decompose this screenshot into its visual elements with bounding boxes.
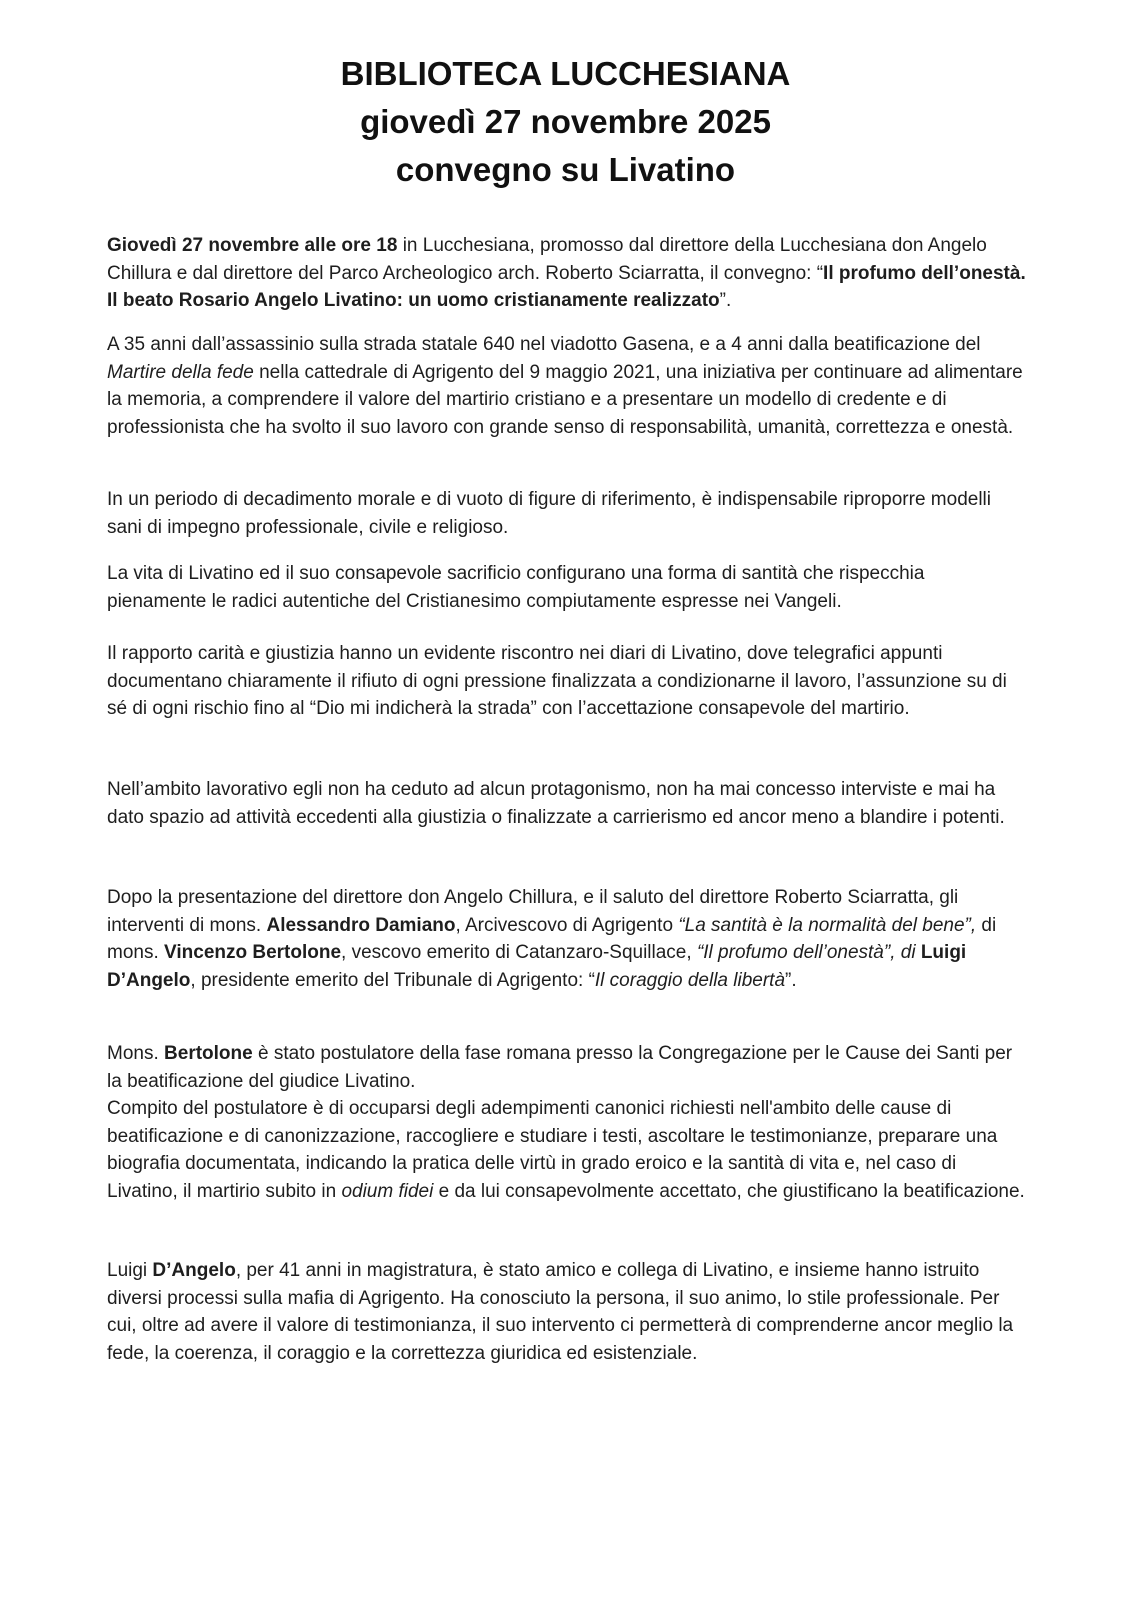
dangelo-text-1: Luigi [107, 1260, 153, 1281]
dangelo-surname: D’Angelo [152, 1260, 236, 1281]
title-line-subject: convegno su Livatino [395, 151, 736, 188]
speaker-dangelo: Luigi D’Angelo [107, 942, 967, 991]
event-datetime: Giovedì 27 novembre alle ore 18 [107, 235, 398, 256]
speakers-text-3: di mons. [107, 914, 997, 963]
speakers-text-4: , vescovo emerito di Catanzaro-Squillace, [341, 942, 697, 963]
anniversary-text-start: A 35 anni dall’assassinio sulla strada statale 640 nel viadotto Gasena, e a 4 anni dalla beatificazione del [107, 334, 981, 355]
paragraph-charity-justice [107, 640, 1027, 723]
moral-decline-text: In un periodo di decadimento morale e di vuoto di figure di riferimento, è indispensabile riproporre modelli sani di impegno professionale, civile e religioso. [107, 489, 991, 538]
speaker-damiano: Alessandro Damiano [266, 914, 456, 936]
anniversary-text-end: nella cattedrale di Agrigento del 9 maggio 2021, una iniziativa per continuare ad alimentare la memoria, a comprendere il valore del martirio cristiano e a presentare un modello di credente e di professionista che ha svolto il suo lavoro con grande senso di responsabilità, umanità, correttezza e onestà. [107, 361, 1023, 438]
paragraph-announcement [107, 232, 1027, 315]
postulator-text-1: Mons. [107, 1043, 165, 1064]
work-ethic-text: Nell’ambito lavorativo egli non ha ceduto ad alcun protagonismo, non ha mai concesso interviste e mai ha dato spazio ad attività eccedenti alla giustizia o finalizzate a carrierismo ed ancor meno a blandire i potenti. [107, 779, 1005, 828]
paragraph-speakers [107, 884, 1027, 994]
talk-title-bertolone: “Il profumo dell’onestà”, di [696, 942, 921, 963]
paragraph-work-ethic [107, 776, 1027, 831]
dangelo-text-2: , per 41 anni in magistratura, è stato amico e collega di Livatino, e insieme hanno istruito diversi processi sulla mafia di Agrigento. Ha conosciuto la persona, il suo animo, lo stile professionale. Per cui, oltre ad avere il valore di testimonianza, il suo intervento ci permetterà di comprenderne ancor meglio la fede, la coerenza, il coraggio e la correttezza giuridica ed esistenziale. [107, 1260, 1014, 1364]
announcement-end: ”. [719, 290, 732, 311]
speakers-text-6: ”. [785, 969, 797, 991]
speakers-text-5: , presidente emerito del Tribunale di Agrigento: “ [190, 969, 595, 991]
postulator-role-text-1: Compito del postulatore è di occuparsi degli adempimenti canonici richiesti nell'ambito delle cause di beatificazione e di canonizzazione, raccogliere e studiare i testi, ascoltare le testimonianze, preparare una biografia documentata, indicando la pratica delle virtù in grado eroico e la santità di vita e, nel caso di Livatino, il martirio subito in [107, 1098, 998, 1202]
postulator-name: Bertolone [164, 1043, 253, 1064]
conference-title: Il profumo dell’onestà. Il beato Rosario Angelo Livatino: un uomo cristianamente realizzato [107, 262, 1026, 311]
announcement-text: in Lucchesiana, promosso dal direttore della Lucchesiana don Angelo Chillura e dal direttore del Parco Archeologico arch. Roberto Sciarratta, il convegno: “ [107, 235, 987, 284]
charity-justice-text: Il rapporto carità e giustizia hanno un evidente riscontro nei diari di Livatino, dove telegrafici appunti documentano chiaramente il rifiuto di ogni pressione finalizzata a condizionarne il lavoro, l’assunzione su di sé di ogni rischio fino al “Dio mi indicherà la strada” con l’accettazione consapevole del martirio. [107, 643, 1007, 719]
talk-title-damiano: “La santità è la normalità del bene”, [678, 914, 977, 936]
title-line-date: giovedì 27 novembre 2025 [360, 103, 771, 140]
title-line-venue: BIBLIOTECA LUCCHESIANA [340, 55, 791, 92]
postulator-role-text-2: e da lui consapevolmente accettato, che giustificano la beatificazione. [433, 1180, 1025, 1202]
sanctity-text: La vita di Livatino ed il suo consapevole sacrificio configurano una forma di santità che rispecchia pienamente le radici autentiche del Cristianesimo compiutamente espresse nei Vangeli. [107, 563, 925, 612]
speakers-text-1: Dopo la presentazione del direttore don Angelo Chillura, e il saluto del direttore Roberto Sciarratta, gli interventi di mons. [107, 887, 959, 936]
speakers-text-2: , Arcivescovo di Agrigento [455, 914, 679, 936]
talk-title-dangelo: Il coraggio della libertà [594, 969, 786, 991]
document-title [0, 50, 1131, 194]
paragraph-anniversary [107, 331, 1027, 441]
postulator-text-2: è stato postulatore della fase romana presso la Congregazione per le Cause dei Santi per la beatificazione del giudice Livatino. [107, 1043, 1013, 1092]
odium-fidei: odium fidei [341, 1180, 434, 1202]
paragraph-dangelo [107, 1257, 1027, 1367]
paragraph-moral-decline [107, 486, 1027, 541]
speaker-bertolone: Vincenzo Bertolone [164, 942, 342, 963]
paragraph-postulator [107, 1040, 1027, 1205]
paragraph-sanctity [107, 560, 1027, 615]
martire-della-fede: Martire della fede [107, 361, 254, 383]
